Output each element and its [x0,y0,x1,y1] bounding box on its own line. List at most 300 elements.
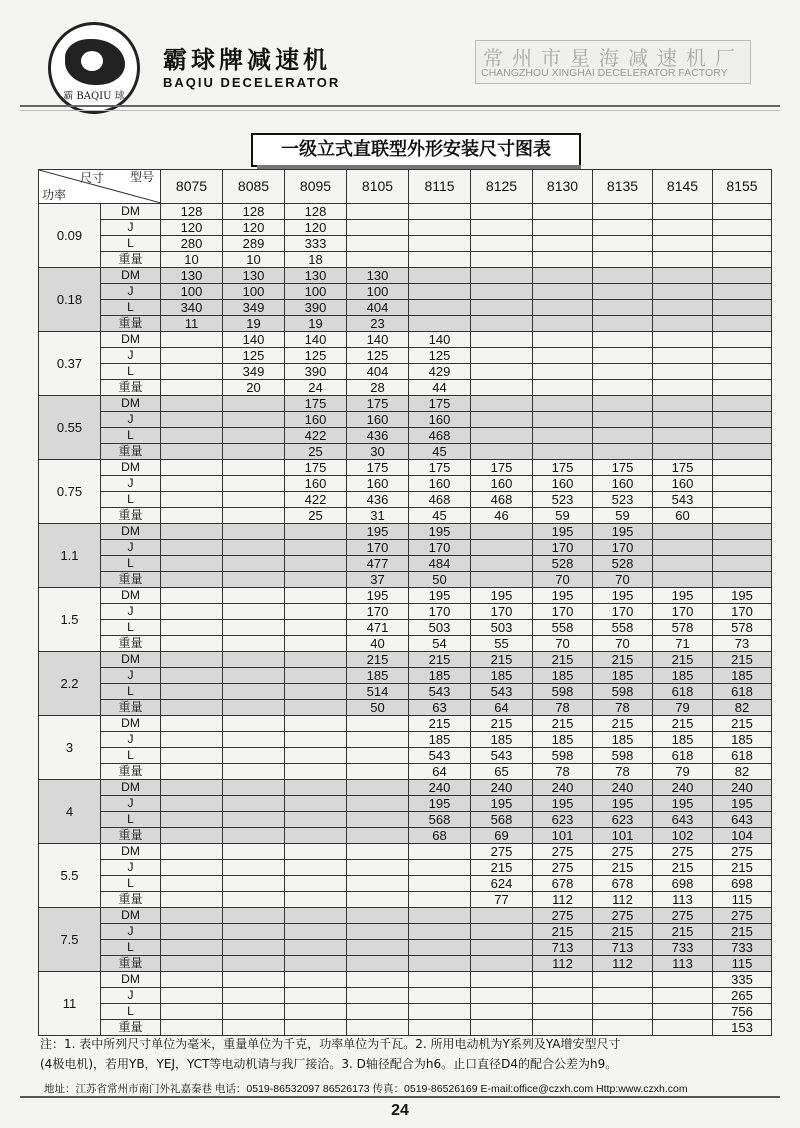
dimension-label: J [101,476,161,492]
table-row [39,972,772,988]
value-cell [347,988,409,1004]
value-cell [161,844,223,860]
value-cell [223,492,285,508]
value-cell [409,924,471,940]
value-cell: 240 [713,780,772,796]
table-row [39,316,772,332]
value-cell [223,780,285,796]
dimension-label: DM [101,716,161,732]
value-cell [409,268,471,284]
dimension-label: 重量 [101,764,161,780]
value-cell: 112 [533,956,593,972]
value-cell [161,748,223,764]
value-cell: 175 [471,460,533,476]
value-cell: 275 [533,908,593,924]
value-cell [161,908,223,924]
value-cell: 130 [161,268,223,284]
table-row [39,956,772,972]
value-cell: 215 [653,652,713,668]
value-cell [593,268,653,284]
value-cell [533,220,593,236]
model-header: 8145 [653,170,713,204]
value-cell: 130 [223,268,285,284]
table-row [39,380,772,396]
value-cell: 215 [713,652,772,668]
value-cell [471,348,533,364]
dimension-label: J [101,540,161,556]
dimension-label: L [101,556,161,572]
note-line-1: 注：1. 表中所列尺寸单位为毫米，重量单位为千克，功率单位为千瓦。2. 所用电动机为Y系列及YA增安型尺寸 [40,1037,621,1051]
value-cell [223,1020,285,1036]
value-cell: 102 [653,828,713,844]
value-cell [533,972,593,988]
value-cell: 195 [409,588,471,604]
table-row [39,748,772,764]
value-cell: 24 [285,380,347,396]
value-cell: 195 [533,588,593,604]
value-cell [223,524,285,540]
value-cell: 125 [347,348,409,364]
value-cell: 31 [347,508,409,524]
value-cell [223,572,285,588]
value-cell [161,604,223,620]
value-cell: 70 [533,636,593,652]
value-cell: 390 [285,300,347,316]
value-cell: 120 [161,220,223,236]
value-cell: 698 [653,876,713,892]
power-cell: 0.55 [39,396,101,460]
header-rule-thin [20,110,780,111]
value-cell [285,780,347,796]
model-header: 8085 [223,170,285,204]
value-cell: 185 [471,668,533,684]
value-cell: 100 [347,284,409,300]
value-cell [223,812,285,828]
dimension-label: DM [101,972,161,988]
value-cell [713,428,772,444]
table-row [39,908,772,924]
value-cell [713,540,772,556]
value-cell [533,412,593,428]
dimension-label: L [101,300,161,316]
value-cell: 40 [347,636,409,652]
value-cell [223,988,285,1004]
value-cell: 333 [285,236,347,252]
value-cell [471,332,533,348]
value-cell [161,796,223,812]
value-cell [161,572,223,588]
value-cell [223,636,285,652]
table-row [39,844,772,860]
value-cell: 195 [409,796,471,812]
dimension-label: DM [101,908,161,924]
value-cell [223,444,285,460]
value-cell [161,684,223,700]
value-cell: 275 [713,908,772,924]
value-cell [653,540,713,556]
value-cell: 128 [161,204,223,220]
value-cell [285,1020,347,1036]
table-title: 一级立式直联型外形安装尺寸图表 [251,133,581,167]
value-cell: 240 [593,780,653,796]
value-cell: 160 [285,476,347,492]
value-cell: 160 [471,476,533,492]
dimension-label: DM [101,460,161,476]
value-cell [471,572,533,588]
table-row [39,428,772,444]
value-cell [161,332,223,348]
value-cell [471,300,533,316]
table-row [39,604,772,620]
dimension-label: DM [101,588,161,604]
value-cell: 175 [347,460,409,476]
footer-address: 地址：江苏省常州市南门外礼嘉秦巷 电话：0519-86532097 86526173 传真：0519-86526169 E-mail:office@czxh.com Http:www.czxh.com [44,1083,688,1095]
value-cell [161,732,223,748]
value-cell: 195 [533,796,593,812]
value-cell: 140 [347,332,409,348]
value-cell: 598 [533,748,593,764]
value-cell [409,236,471,252]
table-row [39,684,772,700]
value-cell: 215 [653,860,713,876]
value-cell [161,620,223,636]
value-cell: 240 [471,780,533,796]
value-cell [471,908,533,924]
table-row [39,732,772,748]
value-cell [161,460,223,476]
value-cell: 215 [409,652,471,668]
value-cell [653,572,713,588]
value-cell: 578 [713,620,772,636]
value-cell: 185 [653,668,713,684]
dimension-label: DM [101,652,161,668]
value-cell: 623 [593,812,653,828]
value-cell [347,940,409,956]
table-row [39,572,772,588]
value-cell: 160 [653,476,713,492]
value-cell: 25 [285,444,347,460]
value-cell [223,460,285,476]
value-cell [533,988,593,1004]
value-cell: 390 [285,364,347,380]
value-cell: 140 [285,332,347,348]
table-row [39,220,772,236]
dimension-label: L [101,492,161,508]
value-cell: 170 [347,604,409,620]
brand-name-cn: 霸球牌减速机 [163,46,331,74]
value-cell: 160 [593,476,653,492]
value-cell: 543 [409,684,471,700]
value-cell [161,860,223,876]
value-cell [471,444,533,460]
value-cell [223,940,285,956]
value-cell [223,476,285,492]
value-cell: 618 [713,684,772,700]
value-cell [285,924,347,940]
value-cell: 215 [713,860,772,876]
value-cell: 215 [593,652,653,668]
value-cell: 265 [713,988,772,1004]
model-header: 8095 [285,170,347,204]
value-cell: 130 [285,268,347,284]
value-cell [713,204,772,220]
value-cell: 45 [409,444,471,460]
value-cell [161,1004,223,1020]
value-cell [471,316,533,332]
value-cell [409,300,471,316]
value-cell [285,988,347,1004]
value-cell [593,348,653,364]
value-cell [713,284,772,300]
value-cell [347,860,409,876]
value-cell [161,828,223,844]
value-cell: 185 [593,668,653,684]
value-cell: 678 [593,876,653,892]
table-row [39,828,772,844]
value-cell: 340 [161,300,223,316]
value-cell: 598 [593,748,653,764]
value-cell [409,908,471,924]
value-cell [285,796,347,812]
model-header: 8130 [533,170,593,204]
value-cell: 568 [409,812,471,828]
value-cell [285,636,347,652]
value-cell: 275 [533,844,593,860]
value-cell: 112 [593,956,653,972]
value-cell [533,268,593,284]
value-cell: 215 [653,924,713,940]
value-cell [533,300,593,316]
value-cell: 175 [409,396,471,412]
value-cell [161,1020,223,1036]
value-cell [285,540,347,556]
value-cell [409,220,471,236]
model-header: 8135 [593,170,653,204]
dimension-label: J [101,732,161,748]
value-cell [223,748,285,764]
value-cell [653,300,713,316]
value-cell [653,1020,713,1036]
dimension-label: L [101,748,161,764]
value-cell: 100 [223,284,285,300]
value-cell: 618 [653,748,713,764]
value-cell: 275 [653,844,713,860]
value-cell [161,652,223,668]
value-cell: 422 [285,428,347,444]
value-cell: 215 [713,924,772,940]
value-cell: 275 [713,844,772,860]
corner-power-label: 功率 [42,188,67,202]
value-cell: 160 [533,476,593,492]
value-cell [347,908,409,924]
value-cell [161,476,223,492]
value-cell [713,572,772,588]
power-cell: 5.5 [39,844,101,908]
value-cell [347,236,409,252]
value-cell [653,252,713,268]
value-cell [713,412,772,428]
value-cell: 215 [409,716,471,732]
value-cell [713,380,772,396]
value-cell [161,588,223,604]
value-cell [471,972,533,988]
value-cell: 79 [653,700,713,716]
table-row [39,444,772,460]
table-row [39,396,772,412]
dimension-label: J [101,348,161,364]
value-cell [533,380,593,396]
brand-name-en: BAQIU DECELERATOR [163,75,341,90]
value-cell: 468 [409,492,471,508]
value-cell: 175 [285,396,347,412]
value-cell: 195 [593,796,653,812]
value-cell [409,860,471,876]
logo-text: 霸 BAQIU 球 [63,91,125,102]
value-cell [713,252,772,268]
value-cell [533,236,593,252]
dimension-label: J [101,412,161,428]
value-cell: 733 [713,940,772,956]
factory-name-cn: 常州市星海减速机厂 [483,46,744,70]
power-cell: 0.09 [39,204,101,268]
value-cell [593,1020,653,1036]
value-cell [161,636,223,652]
value-cell: 558 [533,620,593,636]
dimension-label: 重量 [101,252,161,268]
value-cell [471,380,533,396]
value-cell [409,844,471,860]
dimension-label: 重量 [101,828,161,844]
value-cell [533,348,593,364]
value-cell [653,444,713,460]
value-cell [653,268,713,284]
value-cell: 185 [713,668,772,684]
value-cell [347,796,409,812]
value-cell: 289 [223,236,285,252]
value-cell: 175 [533,460,593,476]
value-cell: 713 [593,940,653,956]
value-cell: 160 [285,412,347,428]
table-row [39,988,772,1004]
value-cell [653,428,713,444]
value-cell: 10 [161,252,223,268]
value-cell: 195 [593,524,653,540]
value-cell [161,428,223,444]
value-cell [347,748,409,764]
value-cell [285,956,347,972]
value-cell: 69 [471,828,533,844]
value-cell [223,956,285,972]
value-cell [713,332,772,348]
value-cell [285,828,347,844]
value-cell: 130 [347,268,409,284]
value-cell: 240 [533,780,593,796]
table-row [39,556,772,572]
value-cell [223,732,285,748]
value-cell: 195 [471,796,533,812]
value-cell: 100 [285,284,347,300]
value-cell: 46 [471,508,533,524]
value-cell [161,556,223,572]
value-cell: 170 [409,604,471,620]
value-cell [593,380,653,396]
value-cell [471,988,533,1004]
value-cell [593,236,653,252]
dimension-label: L [101,876,161,892]
value-cell [347,252,409,268]
value-cell: 170 [409,540,471,556]
power-cell: 11 [39,972,101,1036]
value-cell: 160 [409,412,471,428]
value-cell: 175 [285,460,347,476]
value-cell: 170 [593,540,653,556]
value-cell [409,956,471,972]
value-cell [653,396,713,412]
value-cell [223,908,285,924]
value-cell [471,524,533,540]
value-cell: 79 [653,764,713,780]
value-cell [533,252,593,268]
value-cell: 528 [533,556,593,572]
value-cell [533,1004,593,1020]
dimension-label: DM [101,396,161,412]
dimension-label: 重量 [101,1020,161,1036]
value-cell [285,876,347,892]
table-row [39,332,772,348]
value-cell: 623 [533,812,593,828]
value-cell: 698 [713,876,772,892]
value-cell [653,348,713,364]
value-cell [471,396,533,412]
value-cell: 50 [347,700,409,716]
value-cell: 60 [653,508,713,524]
value-cell [285,668,347,684]
value-cell: 215 [713,716,772,732]
value-cell: 335 [713,972,772,988]
value-cell [161,492,223,508]
value-cell: 45 [409,508,471,524]
value-cell [593,972,653,988]
value-cell [223,684,285,700]
value-cell: 422 [285,492,347,508]
value-cell: 113 [653,892,713,908]
value-cell [161,412,223,428]
value-cell: 170 [653,604,713,620]
value-cell [347,732,409,748]
dimension-label: 重量 [101,700,161,716]
value-cell [713,508,772,524]
value-cell: 185 [653,732,713,748]
table-row [39,1004,772,1020]
dimension-label: 重量 [101,572,161,588]
value-cell [533,428,593,444]
value-cell: 275 [593,844,653,860]
value-cell: 215 [471,652,533,668]
value-cell: 170 [593,604,653,620]
value-cell: 54 [409,636,471,652]
value-cell: 140 [223,332,285,348]
value-cell [471,540,533,556]
value-cell [653,988,713,1004]
value-cell: 68 [409,828,471,844]
value-cell: 240 [653,780,713,796]
value-cell: 713 [533,940,593,956]
value-cell: 19 [223,316,285,332]
value-cell: 624 [471,876,533,892]
value-cell [713,268,772,284]
value-cell: 153 [713,1020,772,1036]
value-cell: 23 [347,316,409,332]
